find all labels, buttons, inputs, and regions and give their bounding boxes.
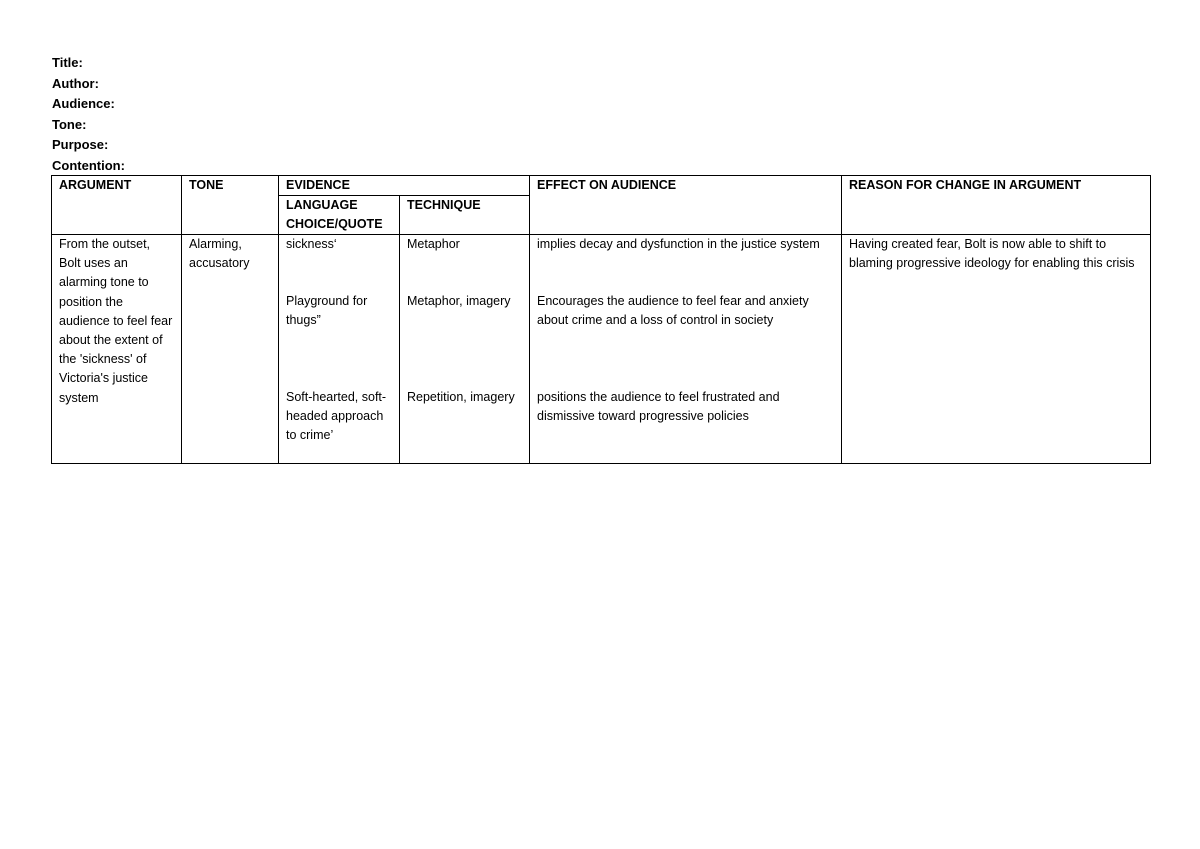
analysis-table <box>51 175 1151 464</box>
header-reason: REASON FOR CHANGE IN ARGUMENT <box>842 176 1151 235</box>
technique-item: Metaphor, imagery <box>407 294 511 308</box>
argument-cell: From the outset, Bolt uses an alarming tone to position the audience to feel fear about the extent of the 'sickness' of Victoria's justice system <box>52 235 182 464</box>
header-effect: EFFECT ON AUDIENCE <box>530 176 842 235</box>
header-tone: TONE <box>182 176 279 235</box>
title-label: Title: <box>52 55 83 70</box>
quote-item: sickness‘ <box>286 237 337 251</box>
tone-cell: Alarming, accusatory <box>182 235 279 464</box>
table-row <box>52 235 1151 464</box>
technique-item: Repetition, imagery <box>407 390 515 404</box>
quote-cell <box>279 235 400 464</box>
technique-item: Metaphor <box>407 237 460 251</box>
effect-item: positions the audience to feel frustrated and dismissive toward progressive policies <box>537 390 780 424</box>
header-technique: TECHNIQUE <box>400 196 530 235</box>
reason-cell: Having created fear, Bolt is now able to shift to blaming progressive ideology for enabling this crisis <box>842 235 1151 464</box>
audience-label: Audience: <box>52 96 115 111</box>
author-label: Author: <box>52 75 99 91</box>
effect-item: implies decay and dysfunction in the justice system <box>537 237 820 251</box>
document-header-fields <box>52 53 125 176</box>
technique-cell <box>400 235 530 464</box>
header-row <box>52 176 1151 196</box>
header-language-choice: LANGUAGE CHOICE/QUOTE <box>279 196 400 235</box>
tone-label: Tone: <box>52 116 87 132</box>
header-argument: ARGUMENT <box>52 176 182 235</box>
effect-cell <box>530 235 842 464</box>
quote-item: Soft-hearted, soft-headed approach to crime’ <box>286 390 387 443</box>
effect-item: Encourages the audience to feel fear and anxiety about crime and a loss of control in society <box>537 294 809 328</box>
contention-label: Contention: <box>52 157 125 173</box>
header-evidence: EVIDENCE <box>279 176 530 196</box>
quote-item: Playground for thugs” <box>286 294 368 328</box>
purpose-label: Purpose: <box>52 137 109 152</box>
